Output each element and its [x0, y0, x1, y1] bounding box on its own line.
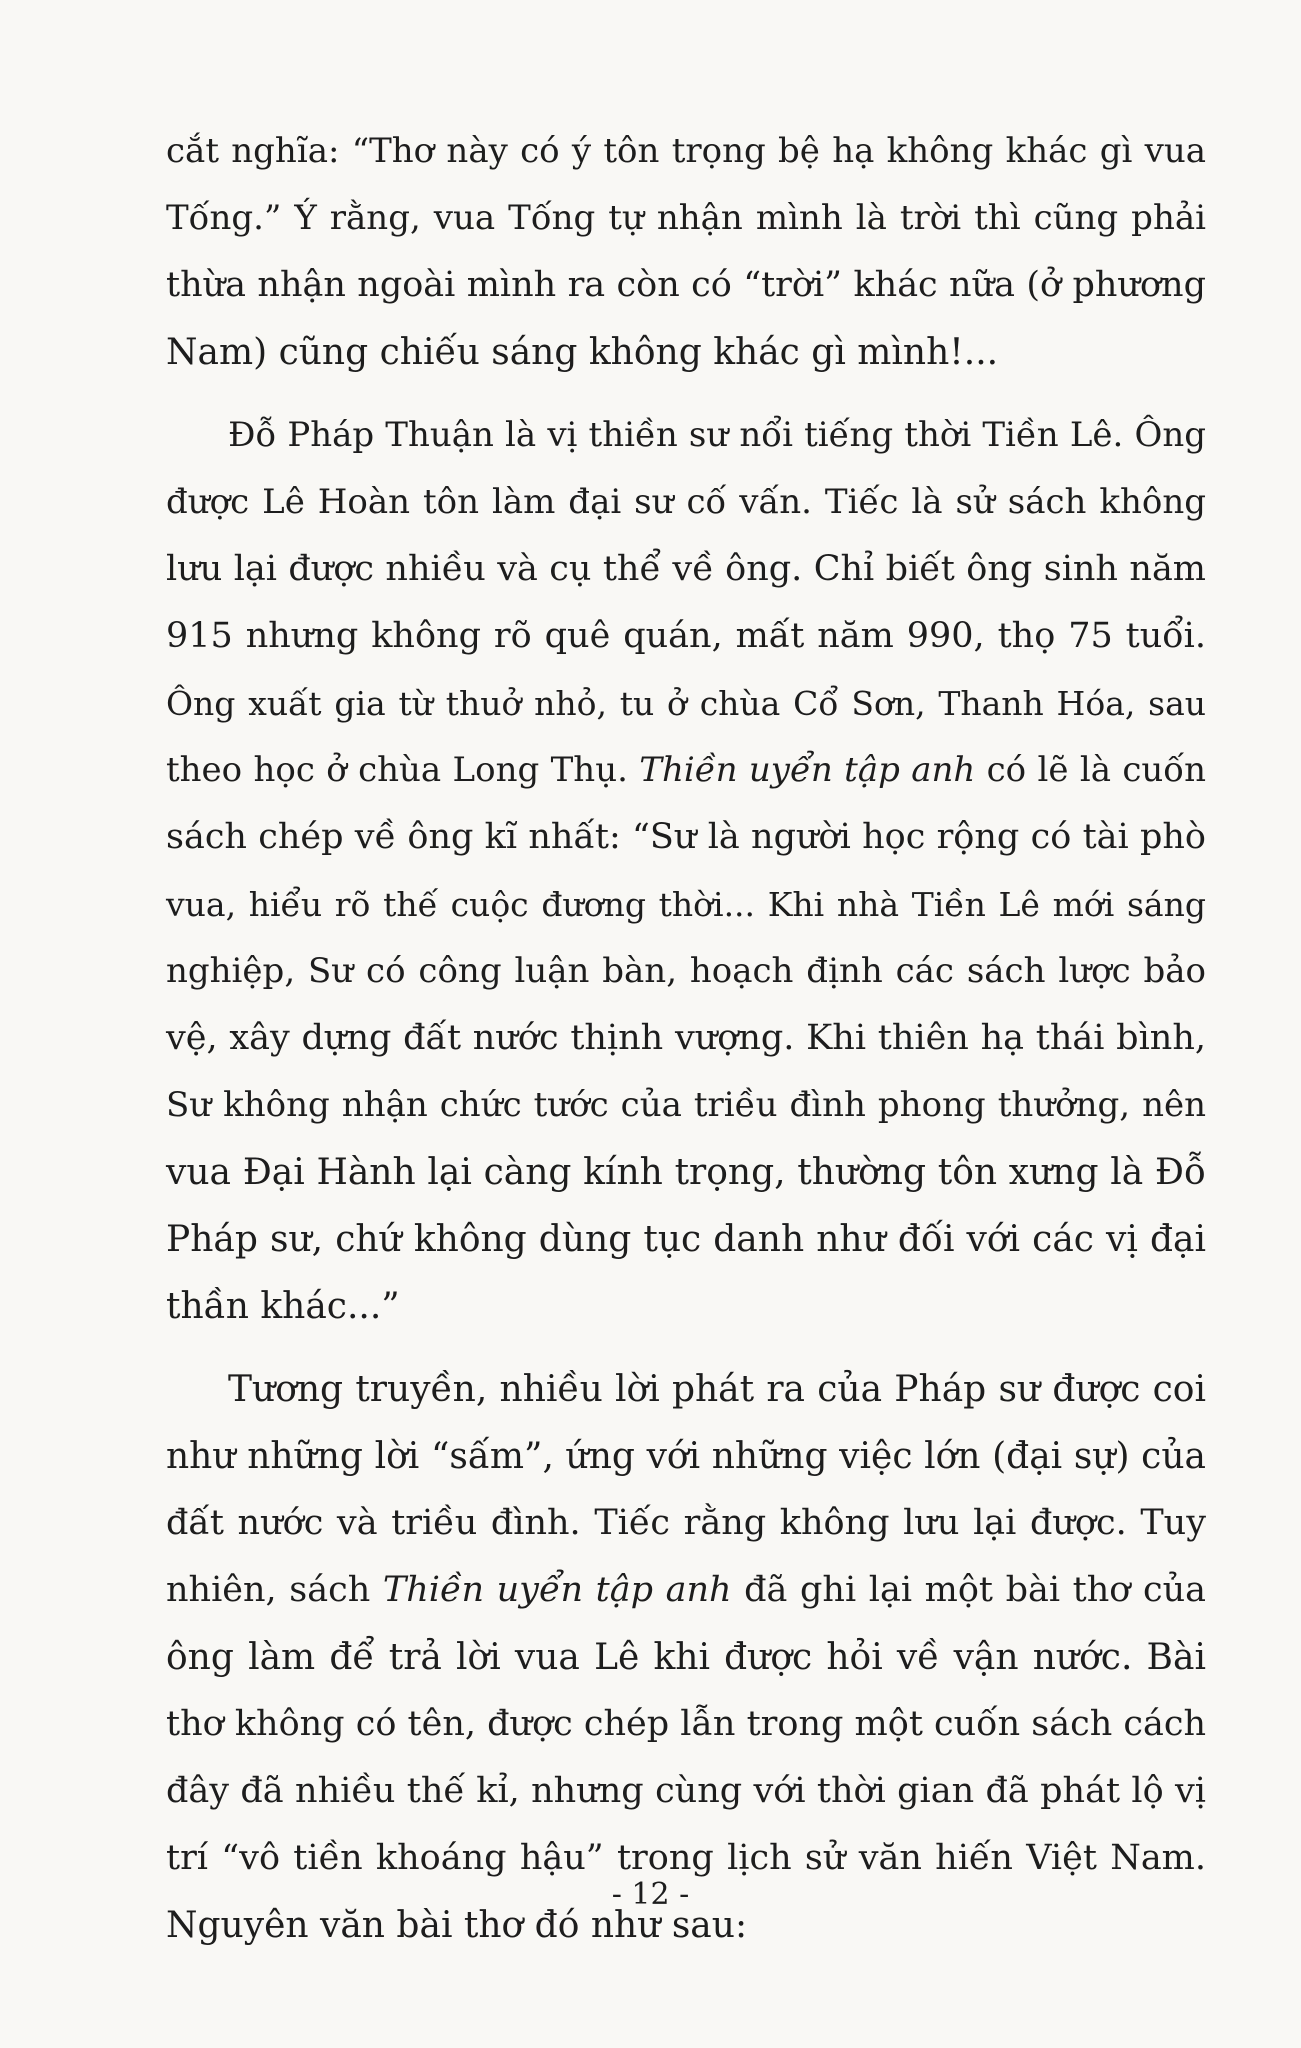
text-line: Tương truyền, nhiều lời phát ra của Pháp sư được coi — [228, 1369, 1206, 1410]
text-line: Đỗ Pháp Thuận là vị thiền sư nổi tiếng thời Tiền Lê. Ông — [228, 415, 1206, 455]
text-line: nghiệp, Sư có công luận bàn, hoạch định các sách lược bảo — [166, 951, 1206, 991]
text-line: vệ, xây dựng đất nước thịnh vượng. Khi thiên hạ thái bình, — [166, 1018, 1206, 1058]
paragraph-1 — [166, 118, 1206, 386]
text-line: sách chép về ông kĩ nhất: “Sư là người học rộng có tài phò — [166, 817, 1206, 857]
text-line: trí “vô tiền khoáng hậu” trong lịch sử văn hiến Việt Nam. — [166, 1838, 1206, 1878]
body-text — [166, 118, 1206, 1959]
text-line: thơ không có tên, được chép lẫn trong một cuốn sách cách — [166, 1704, 1206, 1744]
text-line: Pháp sư, chứ không dùng tục danh như đối với các vị đại — [166, 1219, 1206, 1260]
text-line: vua Đại Hành lại càng kính trọng, thường tôn xưng là Đỗ — [166, 1152, 1206, 1193]
paragraph-3 — [166, 1356, 1206, 1959]
text-line: Ông xuất gia từ thuở nhỏ, tu ở chùa Cổ Sơn, Thanh Hóa, sau — [166, 684, 1206, 723]
text-line: theo học ở chùa Long Thụ. Thiền uyển tập anh có lẽ là cuốn — [166, 750, 1206, 790]
text-line: lưu lại được nhiều và cụ thể về ông. Chỉ biết ông sinh năm — [166, 549, 1206, 589]
text-line: ông làm để trả lời vua Lê khi được hỏi về vận nước. Bài — [166, 1637, 1206, 1678]
text-line: đây đã nhiều thế kỉ, nhưng cùng với thời gian đã phát lộ vị — [166, 1771, 1206, 1811]
text-line: thừa nhận ngoài mình ra còn có “trời” khác nữa (ở phương — [166, 265, 1206, 305]
text-line: Nguyên văn bài thơ đó như sau: — [166, 1905, 748, 1946]
text-line: đất nước và triều đình. Tiếc rằng không lưu lại được. Tuy — [166, 1503, 1206, 1543]
text-line: vua, hiểu rõ thế cuộc đương thời... Khi nhà Tiền Lê mới sáng — [166, 885, 1206, 924]
text-line: Nam) cũng chiếu sáng không khác gì mình!... — [166, 332, 999, 373]
text-line: 915 nhưng không rõ quê quán, mất năm 990, thọ 75 tuổi. — [166, 616, 1206, 656]
book-title: Thiền uyển tập anh — [382, 1570, 732, 1610]
page-number: - 12 - — [611, 1877, 690, 1912]
text-line: Tống.” Ý rằng, vua Tống tự nhận mình là trời thì cũng phải — [166, 198, 1206, 238]
text-line: cắt nghĩa: “Thơ này có ý tôn trọng bệ hạ không khác gì vua — [166, 131, 1206, 171]
text-line: thần khác...” — [166, 1286, 400, 1327]
text-line: được Lê Hoàn tôn làm đại sư cố vấn. Tiếc là sử sách không — [166, 482, 1206, 522]
paragraph-2 — [166, 402, 1206, 1340]
text-line: như những lời “sấm”, ứng với những việc lớn (đại sự) của — [166, 1436, 1206, 1477]
book-title: Thiền uyển tập anh — [639, 750, 976, 790]
text-line: nhiên, sách Thiền uyển tập anh đã ghi lại một bài thơ của — [166, 1570, 1206, 1610]
text-line: Sư không nhận chức tước của triều đình phong thưởng, nên — [166, 1085, 1206, 1125]
